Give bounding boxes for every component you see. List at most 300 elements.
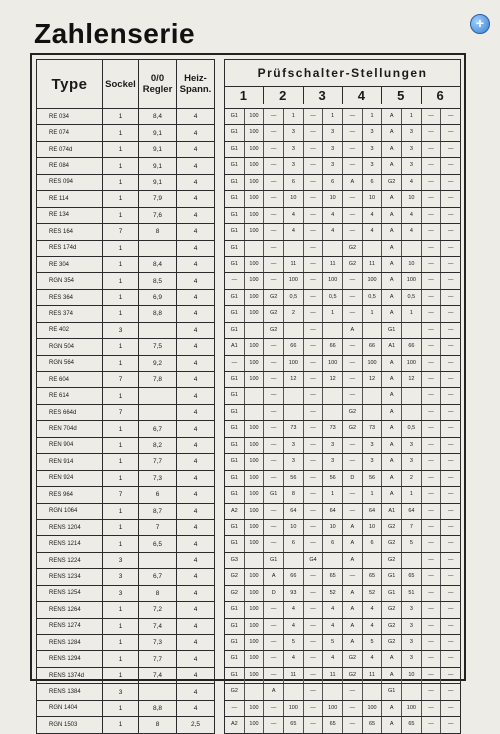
position-value: 100 bbox=[362, 356, 382, 371]
gap-cell bbox=[215, 404, 225, 420]
sockel-cell: 1 bbox=[103, 437, 139, 453]
regler-cell: 8 bbox=[139, 717, 177, 733]
regler-cell: 6,9 bbox=[139, 289, 177, 305]
position-value: — bbox=[303, 224, 323, 239]
position-value: 4 bbox=[362, 208, 382, 223]
position-value: 56 bbox=[322, 471, 342, 486]
table-row bbox=[37, 519, 461, 535]
position-value: — bbox=[303, 109, 323, 124]
positions-cell bbox=[225, 487, 461, 503]
sockel-cell: 7 bbox=[103, 404, 139, 420]
gap-cell bbox=[215, 207, 225, 223]
type-cell: REN 704d bbox=[37, 421, 103, 437]
heiz-cell: 4 bbox=[177, 552, 215, 568]
position-values bbox=[225, 487, 460, 502]
position-value: A bbox=[263, 684, 283, 699]
sockel-cell: 1 bbox=[103, 240, 139, 256]
tube-table bbox=[36, 59, 461, 734]
type-cell: RES 964 bbox=[37, 487, 103, 503]
regler-cell: 7,8 bbox=[139, 372, 177, 388]
position-value: G1 bbox=[230, 425, 238, 432]
position-value: — bbox=[342, 142, 362, 157]
position-value: 12 bbox=[283, 372, 303, 387]
table-row bbox=[37, 487, 461, 503]
type-cell: RE 402 bbox=[37, 322, 103, 338]
gap-cell bbox=[215, 651, 225, 667]
position-value: 1 bbox=[322, 306, 342, 321]
header-heiz bbox=[177, 60, 215, 109]
type-cell: RE 614 bbox=[37, 388, 103, 404]
position-value: 100 bbox=[401, 273, 421, 288]
position-value: — bbox=[342, 273, 362, 288]
position-value: — bbox=[263, 536, 283, 551]
position-value: 66 bbox=[362, 339, 382, 354]
heiz-cell: 4 bbox=[177, 635, 215, 651]
position-value: 6 bbox=[283, 175, 303, 190]
position-value: — bbox=[263, 158, 283, 173]
regler-cell: 8,8 bbox=[139, 700, 177, 716]
position-value: 0,5 bbox=[362, 290, 382, 305]
table-row bbox=[37, 618, 461, 634]
position-value: A bbox=[381, 241, 401, 256]
sockel-cell: 1 bbox=[103, 306, 139, 322]
position-value: 4 bbox=[283, 208, 303, 223]
heiz-cell: 4 bbox=[177, 437, 215, 453]
positions-cell bbox=[225, 519, 461, 535]
table-row bbox=[37, 421, 461, 437]
position-value: A bbox=[381, 356, 401, 371]
type-cell: RE 084 bbox=[37, 158, 103, 174]
table-row bbox=[37, 207, 461, 223]
position-value: 12 bbox=[362, 372, 382, 387]
position-value: — bbox=[263, 372, 283, 387]
position-value: 100 bbox=[244, 619, 264, 634]
regler-cell: 7,4 bbox=[139, 618, 177, 634]
position-value: — bbox=[440, 421, 460, 436]
position-value: — bbox=[342, 717, 362, 732]
position-value: 10 bbox=[283, 520, 303, 535]
sockel-cell: 1 bbox=[103, 109, 139, 125]
position-value: — bbox=[421, 487, 441, 502]
regler-cell bbox=[139, 552, 177, 568]
position-value: — bbox=[440, 520, 460, 535]
gap-cell bbox=[215, 717, 225, 733]
position-value: A bbox=[342, 536, 362, 551]
position-value bbox=[322, 388, 342, 403]
sockel-cell: 1 bbox=[103, 667, 139, 683]
position-value: — bbox=[421, 323, 441, 338]
position-value: G2 bbox=[263, 323, 283, 338]
position-value: G1 bbox=[230, 523, 238, 530]
position-value: A bbox=[381, 290, 401, 305]
position-value: 4 bbox=[283, 602, 303, 617]
header-regler bbox=[139, 60, 177, 109]
table-row bbox=[37, 322, 461, 338]
regler-cell: 9,2 bbox=[139, 355, 177, 371]
positions-cell bbox=[225, 289, 461, 305]
position-value: — bbox=[263, 224, 283, 239]
regler-cell: 7,7 bbox=[139, 454, 177, 470]
position-value: 100 bbox=[244, 454, 264, 469]
type-cell: RGN 1404 bbox=[37, 700, 103, 716]
heiz-cell: 4 bbox=[177, 322, 215, 338]
type-cell: RGN 564 bbox=[37, 355, 103, 371]
position-value: — bbox=[421, 438, 441, 453]
regler-cell bbox=[139, 322, 177, 338]
position-value: A bbox=[381, 438, 401, 453]
table-row bbox=[37, 372, 461, 388]
table-row bbox=[37, 404, 461, 420]
position-value: — bbox=[263, 520, 283, 535]
position-value bbox=[322, 405, 342, 420]
position-value: 3 bbox=[401, 125, 421, 140]
position-value: — bbox=[421, 619, 441, 634]
table-row bbox=[37, 684, 461, 700]
sockel-cell: 7 bbox=[103, 224, 139, 240]
sockel-cell: 3 bbox=[103, 684, 139, 700]
regler-cell: 6 bbox=[139, 487, 177, 503]
position-value: G1 bbox=[230, 540, 238, 547]
position-values bbox=[225, 701, 460, 716]
position-value: A bbox=[381, 651, 401, 666]
positions-cell bbox=[225, 651, 461, 667]
position-value: G2 bbox=[381, 619, 401, 634]
position-value: A bbox=[342, 323, 362, 338]
regler-cell bbox=[139, 240, 177, 256]
position-value: — bbox=[440, 356, 460, 371]
position-value: 4 bbox=[322, 651, 342, 666]
regler-cell: 7,3 bbox=[139, 635, 177, 651]
gap-cell bbox=[215, 141, 225, 157]
gap-cell bbox=[215, 322, 225, 338]
position-value: G1 bbox=[230, 178, 238, 185]
table-row bbox=[37, 602, 461, 618]
table-row bbox=[37, 437, 461, 453]
position-value: A bbox=[263, 569, 283, 584]
table-row bbox=[37, 503, 461, 519]
position-value: 100 bbox=[244, 224, 264, 239]
position-value: 4 bbox=[322, 602, 342, 617]
position-value: — bbox=[342, 372, 362, 387]
position-value: — bbox=[440, 388, 460, 403]
position-value: — bbox=[342, 208, 362, 223]
position-value: 4 bbox=[401, 208, 421, 223]
position-value bbox=[362, 388, 382, 403]
position-values bbox=[225, 372, 460, 387]
table-row bbox=[37, 339, 461, 355]
sockel-cell: 1 bbox=[103, 602, 139, 618]
position-values bbox=[225, 454, 460, 469]
position-value: G2 bbox=[381, 520, 401, 535]
heiz-cell: 4 bbox=[177, 454, 215, 470]
regler-cell: 7,5 bbox=[139, 339, 177, 355]
heiz-cell: 2,5 bbox=[177, 717, 215, 733]
type-cell: RES 374 bbox=[37, 306, 103, 322]
table-row bbox=[37, 667, 461, 683]
position-value: A1 bbox=[381, 504, 401, 519]
type-cell: REN 914 bbox=[37, 454, 103, 470]
sockel-cell: 7 bbox=[103, 372, 139, 388]
position-value: — bbox=[303, 520, 323, 535]
position-value bbox=[244, 684, 264, 699]
position-value: 0,5 bbox=[322, 290, 342, 305]
position-value: 100 bbox=[283, 273, 303, 288]
position-value: — bbox=[440, 158, 460, 173]
heiz-cell: 4 bbox=[177, 158, 215, 174]
position-value: — bbox=[303, 175, 323, 190]
gap-cell bbox=[215, 355, 225, 371]
position-value: 1 bbox=[362, 306, 382, 321]
position-values bbox=[225, 504, 460, 519]
position-value: — bbox=[342, 388, 362, 403]
position-value: G1 bbox=[230, 260, 238, 267]
position-value: — bbox=[440, 504, 460, 519]
position-value: 3 bbox=[283, 125, 303, 140]
position-value bbox=[244, 553, 264, 568]
position-value: 100 bbox=[244, 586, 264, 601]
position-value: A bbox=[381, 109, 401, 124]
position-value: — bbox=[303, 339, 323, 354]
position-value: 3 bbox=[362, 158, 382, 173]
position-values bbox=[225, 520, 460, 535]
position-value: 3 bbox=[401, 142, 421, 157]
position-value: — bbox=[303, 356, 323, 371]
position-value: A bbox=[381, 487, 401, 502]
position-value: G2 bbox=[263, 306, 283, 321]
position-value: 4 bbox=[283, 619, 303, 634]
position-value: — bbox=[421, 471, 441, 486]
position-value: 5 bbox=[362, 635, 382, 650]
position-value: 100 bbox=[244, 142, 264, 157]
position-value: 5 bbox=[401, 536, 421, 551]
sockel-cell: 1 bbox=[103, 618, 139, 634]
table-row bbox=[37, 635, 461, 651]
position-value: — bbox=[303, 701, 323, 716]
sockel-cell: 1 bbox=[103, 454, 139, 470]
position-value: 100 bbox=[362, 701, 382, 716]
position-value: 100 bbox=[283, 701, 303, 716]
position-value: — bbox=[440, 668, 460, 683]
position-5: 5 bbox=[381, 87, 420, 104]
position-value: 100 bbox=[244, 520, 264, 535]
position-values bbox=[225, 175, 460, 190]
table-body bbox=[37, 109, 461, 734]
position-value: 100 bbox=[244, 487, 264, 502]
position-value: — bbox=[421, 388, 441, 403]
regler-cell: 6,7 bbox=[139, 569, 177, 585]
position-value: — bbox=[421, 273, 441, 288]
position-value: — bbox=[421, 684, 441, 699]
position-value: 66 bbox=[283, 569, 303, 584]
position-value: 4 bbox=[362, 224, 382, 239]
position-value: 100 bbox=[244, 257, 264, 272]
position-value: — bbox=[421, 602, 441, 617]
positions-cell bbox=[225, 667, 461, 683]
position-value: — bbox=[421, 668, 441, 683]
positions-cell bbox=[225, 635, 461, 651]
gap-cell bbox=[215, 224, 225, 240]
regler-cell: 9,1 bbox=[139, 158, 177, 174]
position-value: 3 bbox=[401, 635, 421, 650]
positions-cell bbox=[225, 240, 461, 256]
position-value: 100 bbox=[283, 356, 303, 371]
position-value: — bbox=[303, 651, 323, 666]
positions-cell bbox=[225, 700, 461, 716]
position-value: A bbox=[381, 701, 401, 716]
sockel-cell: 1 bbox=[103, 651, 139, 667]
positions-cell bbox=[225, 306, 461, 322]
position-value: — bbox=[440, 487, 460, 502]
position-value: 6 bbox=[362, 536, 382, 551]
position-value: — bbox=[421, 553, 441, 568]
position-value: 4 bbox=[362, 602, 382, 617]
position-value bbox=[283, 388, 303, 403]
position-value: 10 bbox=[283, 191, 303, 206]
position-value: G1 bbox=[263, 553, 283, 568]
position-value: 12 bbox=[322, 372, 342, 387]
position-value: G1 bbox=[230, 162, 238, 169]
position-value: — bbox=[263, 701, 283, 716]
gap-cell bbox=[215, 552, 225, 568]
position-value: — bbox=[263, 454, 283, 469]
sockel-cell: 1 bbox=[103, 635, 139, 651]
position-value: G2 bbox=[381, 553, 401, 568]
table-row bbox=[37, 569, 461, 585]
position-value: — bbox=[421, 191, 441, 206]
sockel-cell: 1 bbox=[103, 700, 139, 716]
regler-cell: 6,5 bbox=[139, 536, 177, 552]
page-title: Zahlenserie bbox=[34, 18, 196, 49]
position-value bbox=[322, 241, 342, 256]
positions-cell bbox=[225, 470, 461, 486]
position-value: 4 bbox=[362, 651, 382, 666]
position-value: — bbox=[421, 224, 441, 239]
type-cell: RGN 504 bbox=[37, 339, 103, 355]
position-value: 100 bbox=[401, 356, 421, 371]
position-value: — bbox=[421, 569, 441, 584]
heiz-cell: 4 bbox=[177, 667, 215, 683]
position-value: — bbox=[303, 273, 323, 288]
position-value bbox=[401, 553, 421, 568]
position-value: 56 bbox=[362, 471, 382, 486]
position-value: 100 bbox=[244, 125, 264, 140]
position-value: A bbox=[381, 273, 401, 288]
position-value: G1 bbox=[230, 310, 238, 317]
type-cell: RE 304 bbox=[37, 256, 103, 272]
position-values bbox=[225, 684, 460, 699]
position-value: 3 bbox=[401, 438, 421, 453]
position-value: G1 bbox=[230, 326, 238, 333]
position-values bbox=[225, 191, 460, 206]
position-value: 100 bbox=[244, 290, 264, 305]
position-value: — bbox=[421, 257, 441, 272]
table-row bbox=[37, 224, 461, 240]
position-value: A bbox=[381, 306, 401, 321]
position-value: — bbox=[303, 388, 323, 403]
position-value: 3 bbox=[362, 438, 382, 453]
position-value: G1 bbox=[230, 293, 238, 300]
table-row bbox=[37, 388, 461, 404]
type-cell: RENS 1274 bbox=[37, 618, 103, 634]
positions-cell bbox=[225, 141, 461, 157]
position-value: A1 bbox=[230, 343, 238, 350]
position-value: — bbox=[440, 175, 460, 190]
position-value: A bbox=[381, 191, 401, 206]
position-value: 10 bbox=[401, 668, 421, 683]
position-value: — bbox=[263, 602, 283, 617]
position-value: G2 bbox=[342, 651, 362, 666]
position-value: G2 bbox=[342, 241, 362, 256]
gap-cell bbox=[215, 684, 225, 700]
table-row bbox=[37, 536, 461, 552]
position-value: — bbox=[342, 504, 362, 519]
positions-cell bbox=[225, 158, 461, 174]
position-values bbox=[225, 273, 460, 288]
position-values bbox=[225, 388, 460, 403]
position-values bbox=[225, 306, 460, 321]
position-value: 11 bbox=[362, 668, 382, 683]
type-cell: RE 134 bbox=[37, 207, 103, 223]
gap-cell bbox=[215, 339, 225, 355]
position-value: 66 bbox=[401, 339, 421, 354]
position-value: 65 bbox=[283, 717, 303, 732]
position-value: 3 bbox=[401, 454, 421, 469]
table-row bbox=[37, 552, 461, 568]
position-value: — bbox=[440, 339, 460, 354]
type-cell: RES 664d bbox=[37, 404, 103, 420]
heiz-cell: 4 bbox=[177, 174, 215, 190]
position-value: 3 bbox=[362, 454, 382, 469]
position-value: G1 bbox=[230, 655, 238, 662]
position-value: G2 bbox=[342, 257, 362, 272]
regler-cell: 8,5 bbox=[139, 273, 177, 289]
sockel-cell: 1 bbox=[103, 355, 139, 371]
position-value: A bbox=[381, 158, 401, 173]
position-value: G1 bbox=[230, 129, 238, 136]
position-value: — bbox=[342, 306, 362, 321]
gap-cell bbox=[215, 372, 225, 388]
position-values bbox=[225, 241, 460, 256]
type-cell: RGN 1503 bbox=[37, 717, 103, 733]
sockel-cell: 1 bbox=[103, 207, 139, 223]
position-value: — bbox=[440, 109, 460, 124]
position-value: — bbox=[421, 651, 441, 666]
position-value: — bbox=[263, 668, 283, 683]
position-values bbox=[225, 356, 460, 371]
position-value: G2 bbox=[381, 635, 401, 650]
position-value: 10 bbox=[322, 520, 342, 535]
position-2: 2 bbox=[263, 87, 302, 104]
position-values bbox=[225, 323, 460, 338]
position-value: — bbox=[342, 109, 362, 124]
position-value: 93 bbox=[283, 586, 303, 601]
zoom-in-icon[interactable]: + bbox=[470, 14, 490, 34]
position-value bbox=[401, 684, 421, 699]
position-value bbox=[322, 553, 342, 568]
type-cell: RENS 1224 bbox=[37, 552, 103, 568]
regler-cell: 8,2 bbox=[139, 437, 177, 453]
heiz-cell: 4 bbox=[177, 569, 215, 585]
positions-cell bbox=[225, 339, 461, 355]
position-value: — bbox=[342, 290, 362, 305]
gap-cell bbox=[215, 536, 225, 552]
position-value: — bbox=[303, 306, 323, 321]
position-value: 100 bbox=[244, 635, 264, 650]
position-value: — bbox=[440, 323, 460, 338]
sockel-cell: 1 bbox=[103, 717, 139, 733]
sockel-cell: 3 bbox=[103, 322, 139, 338]
position-value: — bbox=[440, 273, 460, 288]
